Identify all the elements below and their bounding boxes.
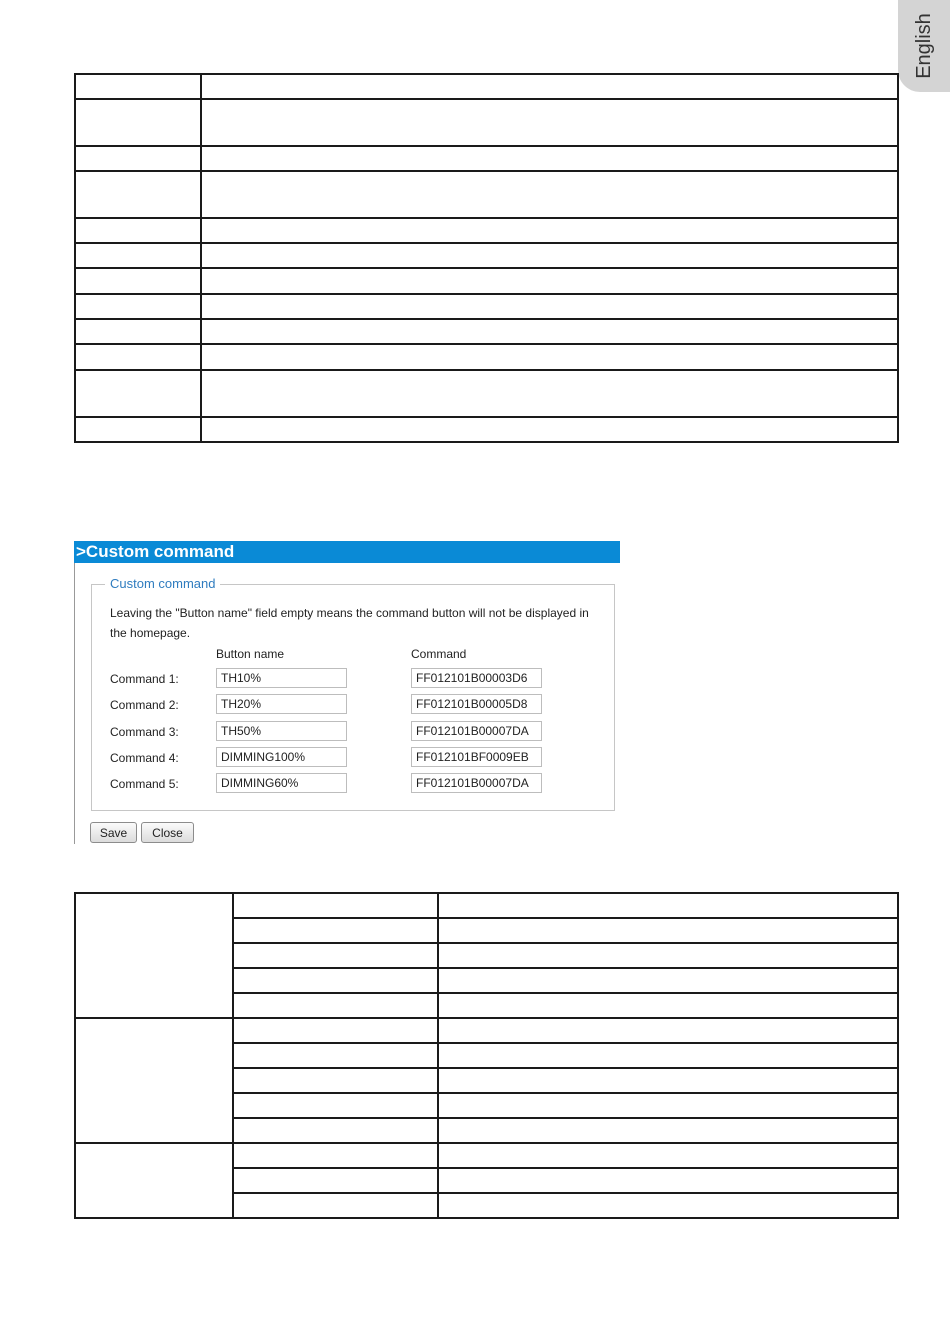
custom-command-fieldset (91, 576, 615, 811)
button-name-column-header: Button name (216, 647, 285, 661)
command-2-command-input[interactable] (411, 694, 542, 714)
command-3-button-name-input[interactable] (216, 721, 347, 741)
table-row (75, 146, 898, 171)
command-1-button-name-input[interactable] (216, 668, 347, 688)
table-row (75, 99, 898, 146)
language-tab[interactable] (898, 0, 950, 92)
table-row (75, 417, 898, 442)
table-row (75, 319, 898, 344)
command-4-button-name-input[interactable] (216, 747, 347, 767)
table-row (75, 218, 898, 243)
table-row (75, 370, 898, 417)
table-row (75, 344, 898, 370)
command-5-button-name-input[interactable] (216, 773, 347, 793)
top-table (74, 73, 899, 443)
table-row (75, 1018, 898, 1043)
close-button[interactable]: Close (141, 822, 194, 843)
command-4-label: Command 4: (110, 751, 179, 765)
panel-title: >Custom command (74, 541, 620, 563)
save-button[interactable]: Save (90, 822, 137, 843)
table-row (75, 294, 898, 319)
command-5-command-input[interactable] (411, 773, 542, 793)
table-row (75, 243, 898, 268)
table-row (75, 1143, 898, 1168)
table-row (75, 171, 898, 218)
table-row (75, 74, 898, 99)
fieldset-legend: Custom command (105, 576, 220, 591)
command-2-button-name-input[interactable] (216, 694, 347, 714)
custom-command-panel (74, 541, 620, 845)
command-1-label: Command 1: (110, 672, 179, 686)
table-row (75, 893, 898, 918)
command-3-label: Command 3: (110, 725, 179, 739)
panel-border (74, 563, 75, 844)
command-column-header: Command (411, 647, 467, 661)
table-row (75, 268, 898, 294)
bottom-table (74, 892, 899, 1219)
command-1-command-input[interactable] (411, 668, 542, 688)
help-note: Leaving the "Button name" field empty means the command button will not be displayed in the homepage. (110, 606, 589, 640)
command-5-label: Command 5: (110, 777, 179, 791)
command-4-command-input[interactable] (411, 747, 542, 767)
command-3-command-input[interactable] (411, 721, 542, 741)
command-2-label: Command 2: (110, 698, 179, 712)
language-tab-label: English (912, 13, 935, 79)
